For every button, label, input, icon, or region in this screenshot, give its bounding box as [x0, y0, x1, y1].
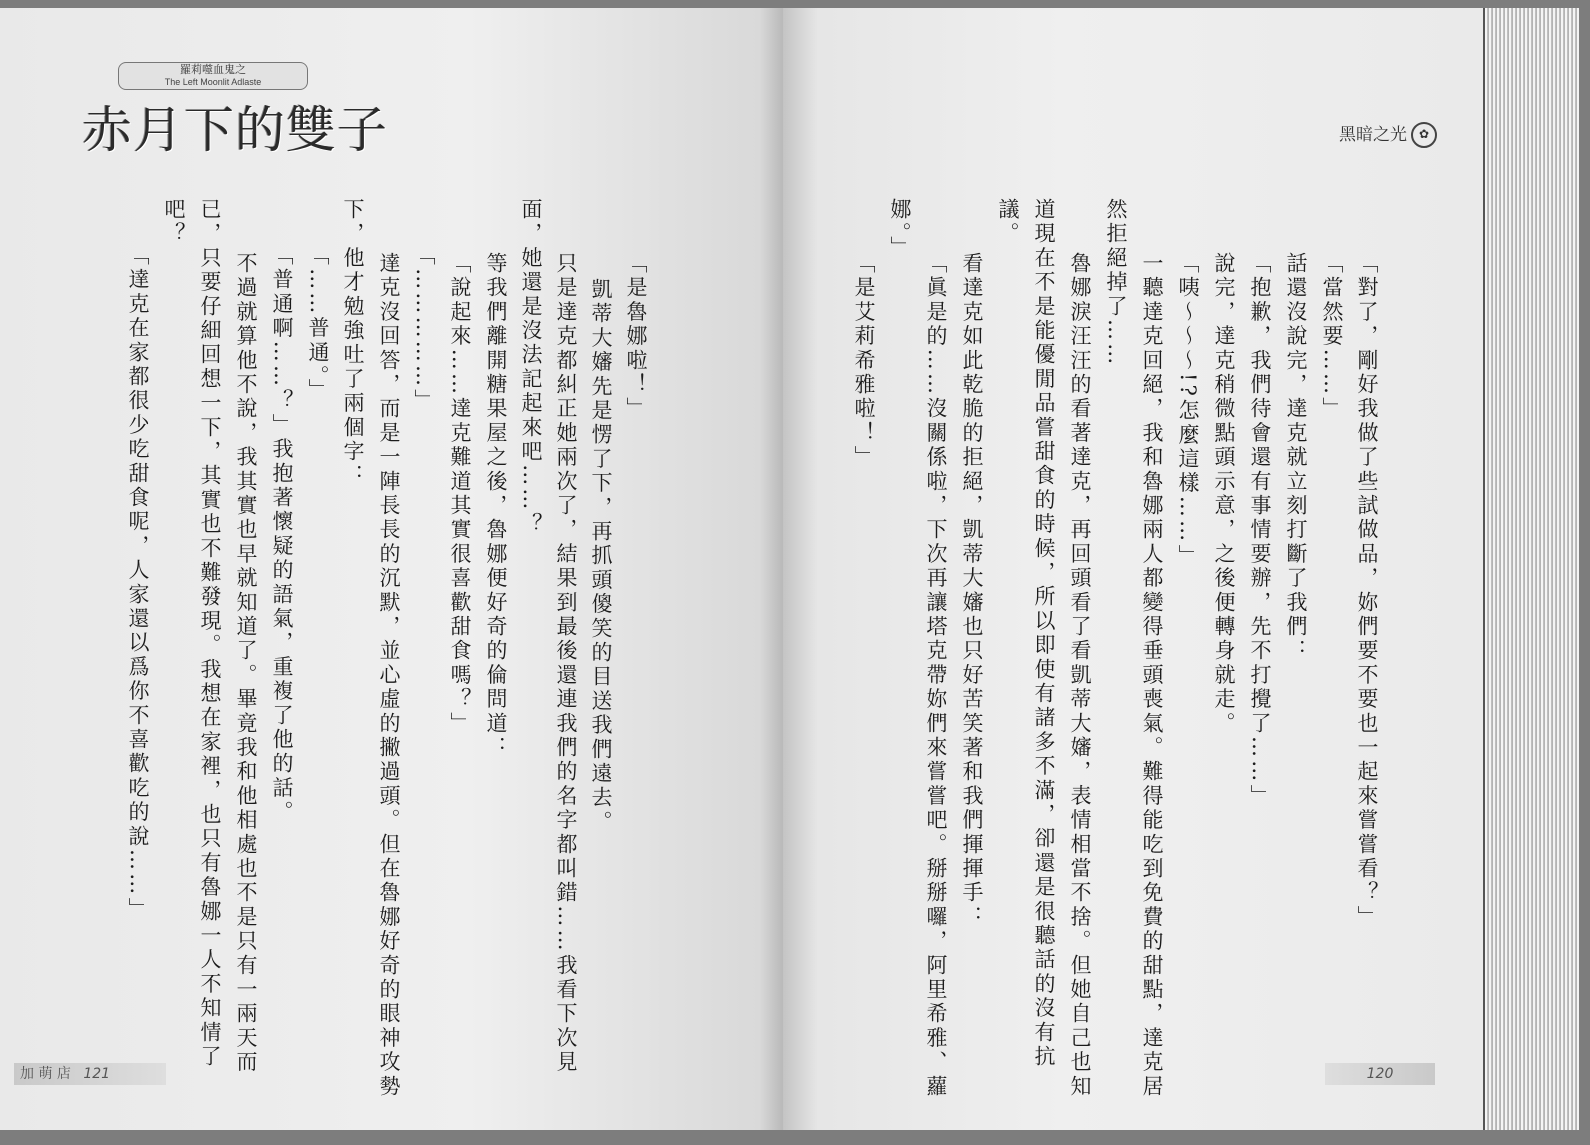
text-column: 議。: [996, 198, 1020, 247]
chapter-header: [1339, 120, 1437, 148]
chapter-title: 黑暗之光: [1339, 125, 1407, 145]
page-number: 120: [1366, 1066, 1394, 1082]
text-column: 一聽達克回絕，我和魯娜兩人都變得垂頭喪氣。難得能吃到免費的甜點，達克居: [1140, 252, 1164, 1099]
series-title: 羅莉噬血鬼之: [180, 63, 246, 76]
text-column: 看達克如此乾脆的拒絕，凱蒂大嬸也只好苦笑著和我們揮揮手：: [960, 252, 984, 930]
text-column: 「是魯娜啦！」: [624, 252, 648, 422]
text-column: 「達克在家都很少吃甜食呢，人家還以爲你不喜歡吃的說……」: [126, 244, 150, 922]
book-title-logo: [78, 60, 388, 160]
text-column: 「……普通。」: [306, 244, 330, 403]
shop-name: 加 萌 店: [20, 1066, 71, 1082]
text-column: 「普通啊……？」我抱著懷疑的語氣，重複了他的話。: [270, 244, 294, 825]
text-column: 吧？: [162, 198, 186, 247]
text-column: 「說起來……達克難道其實很喜歡甜食嗎？」: [448, 252, 472, 736]
text-column: 「抱歉，我們待會還有事情要辦，先不打攪了……」: [1248, 252, 1272, 809]
text-column: 道現在不是能優閒品嘗甜食的時候，所以即使有諸多不滿，卻還是很聽話的沒有抗: [1032, 198, 1056, 1070]
text-column: 魯娜淚汪汪的看著達克，再回頭看了看凱蒂大嬸，表情相當不捨。但她自己也知: [1068, 252, 1092, 1099]
text-column: 「……………」: [412, 244, 436, 414]
text-column: 「對了，剛好我做了些試做品，妳們要不要也一起來嘗嘗看？」: [1355, 252, 1379, 930]
text-column: 不過就算他不說，我其實也早就知道了。畢竟我和他相處也不是只有一兩天而: [234, 252, 258, 1075]
text-column: 然拒絕掉了……: [1104, 198, 1128, 368]
right-page: [783, 8, 1483, 1130]
book-page-edges: [1483, 8, 1579, 1130]
title-banner: [118, 62, 308, 90]
flower-icon: ✿: [1411, 122, 1437, 148]
text-column: 「眞是的……沒關係啦，下次再讓塔克帶妳們來嘗嘗吧。掰掰囉，阿里希雅、蘿: [924, 252, 948, 1099]
page-footer: [1325, 1063, 1435, 1085]
page-footer: [14, 1063, 166, 1085]
english-title: The Left Moonlit Adlaste: [164, 77, 262, 87]
left-page: [0, 8, 783, 1130]
text-column: 「是艾莉希雅啦！」: [852, 252, 876, 470]
text-column: 話還沒說完，達克就立刻打斷了我們：: [1284, 252, 1308, 664]
text-column: 下，他才勉強吐了兩個字：: [341, 198, 365, 489]
text-column: 只是達克都糾正她兩次了，結果到最後還連我們的名字都叫錯……我看下次見: [554, 252, 578, 1075]
text-column: 已，只要仔細回想一下，其實也不難發現。我想在家裡，也只有魯娜一人不知情了: [198, 198, 222, 1070]
text-column: 「當然要……」: [1320, 252, 1344, 422]
text-column: 等我們離開糖果屋之後，魯娜便好奇的倫問道：: [484, 252, 508, 761]
main-title: 赤月下的雙子: [82, 101, 388, 159]
text-column: 「咦～～～!?怎麼這樣……」: [1176, 252, 1200, 569]
text-column: 凱蒂大嬸先是愣了下，再抓頭傻笑的目送我們遠去。: [589, 278, 613, 835]
text-column: 面，她還是沒法記起來吧……？: [519, 198, 543, 537]
text-column: 娜。」: [888, 198, 912, 261]
page-number: 121: [83, 1066, 111, 1082]
text-column: 達克沒回答，而是一陣長長的沉默，並心虛的撇過頭。但在魯娜好奇的眼神攻勢: [377, 252, 401, 1099]
text-column: 說完，達克稍微點頭示意，之後便轉身就走。: [1212, 252, 1236, 736]
